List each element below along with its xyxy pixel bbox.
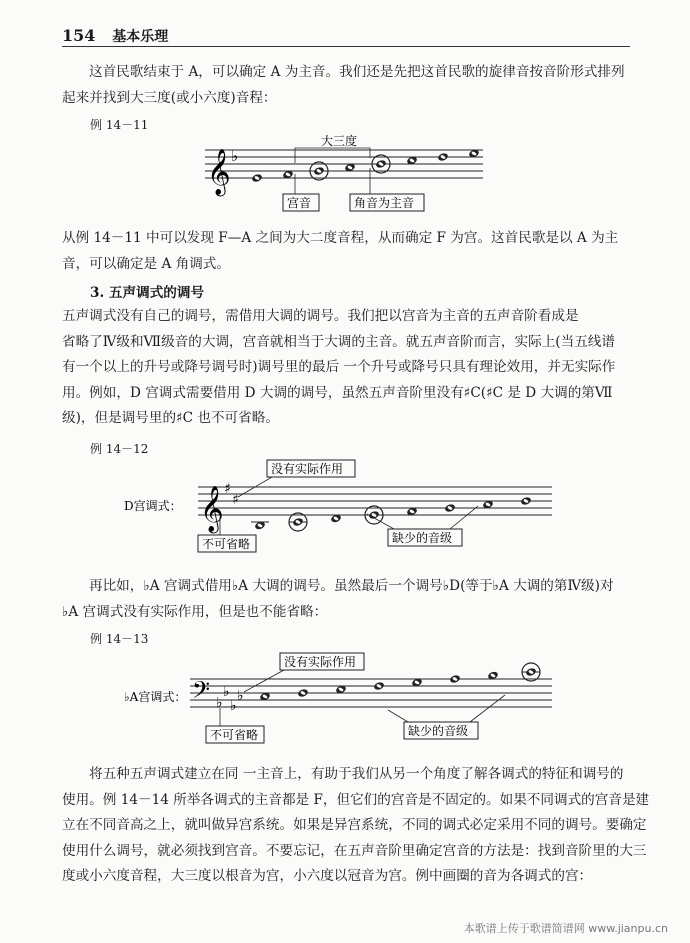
example-label-14-12: 例 14－12: [90, 442, 149, 456]
staff-label-a-flat-gong: ♭A宫调式：: [124, 690, 187, 704]
annotation-major-third: 大三度: [321, 134, 358, 148]
box-label-cannot-omit: 不可省略: [202, 537, 251, 551]
staff-lines: [198, 487, 552, 515]
treble-clef-icon: 𝄞: [200, 486, 224, 532]
paragraph-4: [62, 574, 630, 625]
box-label-no-actual-effect: 没有实际作用: [271, 462, 344, 476]
flat-d-key-signature-icon: ♭: [237, 688, 244, 704]
running-header: [62, 26, 168, 46]
flat-key-signature-icon: ♭: [231, 147, 239, 165]
watermark-footer: 本歌谱上传于歌谱简谱网 www.jianpu.cn: [463, 922, 668, 935]
flat-e-key-signature-icon: ♭: [223, 684, 230, 700]
paragraph-1: [62, 60, 630, 111]
text-line: 将五种五声调式建立在同 一主音上，有助于我们从另一个角度了解各调式的特征和调号的: [89, 766, 624, 782]
box-label-jiao-tonic: 角音为主音: [354, 196, 415, 210]
flat-b-key-signature-icon: ♭: [216, 695, 223, 711]
box-label-cannot-omit: 不可省略: [210, 728, 259, 742]
paragraph-3: [62, 304, 630, 432]
sharp-c-key-signature-icon: ♯: [232, 492, 239, 508]
text-line: 度或小六度音程，大三度以根音为宫，小六度以冠音为宫。例中画圈的音为各调式的宫：: [62, 868, 593, 885]
section-heading: 3. 五声调式的调号: [90, 285, 205, 301]
staff-lines: [190, 679, 552, 707]
score-example-14-11: [195, 128, 495, 220]
box-label-missing-degrees: 缺少的音级: [408, 724, 469, 738]
text-line: 有一个以上的升号或降号调号时)调号里的最后 一个升号或降号只具有理论效用，并无实际作: [62, 359, 616, 376]
text-line: 音，可以确定是 A 角调式。: [62, 255, 230, 272]
text-line: 使用。例 14－14 所举各调式的主音都是 F，但它们的宫音是不固定的。如果不同调式的宫音是建: [62, 791, 650, 808]
score-example-14-13: [120, 650, 570, 750]
text-line: 省略了Ⅳ级和Ⅶ级音的大调，宫音就相当于大调的主音。就五声音阶而言，实际上(当五线谱: [62, 333, 615, 350]
flat-a-key-signature-icon: ♭: [230, 698, 237, 714]
header-title: 基本乐理: [112, 29, 169, 45]
page-number: 154: [62, 26, 96, 45]
example-label-14-13: 例 14－13: [90, 632, 149, 646]
staff-label-d-gong: D宫调式：: [124, 499, 182, 513]
score-example-14-12: [120, 455, 570, 555]
text-line: 使用什么调号，就必须找到宫音。不要忘记，在五声音阶里确定宫音的方法是：找到音阶里的大三: [62, 842, 647, 859]
box-label-gong: 宫音: [287, 196, 312, 210]
text-line: 立在不同音高之上，就叫做异宫系统。如果是异宫系统，不同的调式必定采用不同的调号。要确定: [62, 817, 647, 834]
paragraph-5: [62, 762, 650, 890]
text-line: 从例 14－11 中可以发现 F—A 之间为大二度音程，从而确定 F 为宫。这首民歌是以 A 为主: [62, 230, 619, 246]
box-label-no-actual-effect: 没有实际作用: [284, 655, 357, 669]
text-line: 这首民歌结束于 A，可以确定 A 为主音。我们还是先把这首民歌的旋律音按音阶形式排列: [89, 64, 625, 80]
sharp-f-key-signature-icon: ♯: [224, 481, 231, 497]
example-label-14-11: 例 14－11: [90, 118, 149, 132]
treble-clef-icon: 𝄞: [207, 149, 231, 195]
text-line: 起来并找到大三度(或小六度)音程：: [62, 89, 277, 106]
header-rule: [62, 46, 630, 47]
text-line: 再比如，♭A 宫调式借用♭A 大调的调号。虽然最后一个调号♭D(等于♭A 大调的第Ⅳ级)对: [89, 578, 614, 594]
text-line: ♭A 宫调式没有实际作用，但是也不能省略：: [62, 603, 328, 620]
paragraph-2: [62, 226, 630, 277]
bass-clef-icon: 𝄢: [192, 676, 211, 709]
text-line: 用。例如，D 宫调式需要借用 D 大调的调号，虽然五声音阶里没有♯C(♯C 是 D 大调的第Ⅶ: [62, 384, 613, 401]
box-label-missing-degrees: 缺少的音级: [392, 531, 453, 545]
text-line: 五声调式没有自己的调号，需借用大调的调号。我们把以宫音为主音的五声音阶看成是: [62, 308, 579, 324]
text-line: 级)，但是调号里的♯C 也不可省略。: [62, 410, 279, 427]
